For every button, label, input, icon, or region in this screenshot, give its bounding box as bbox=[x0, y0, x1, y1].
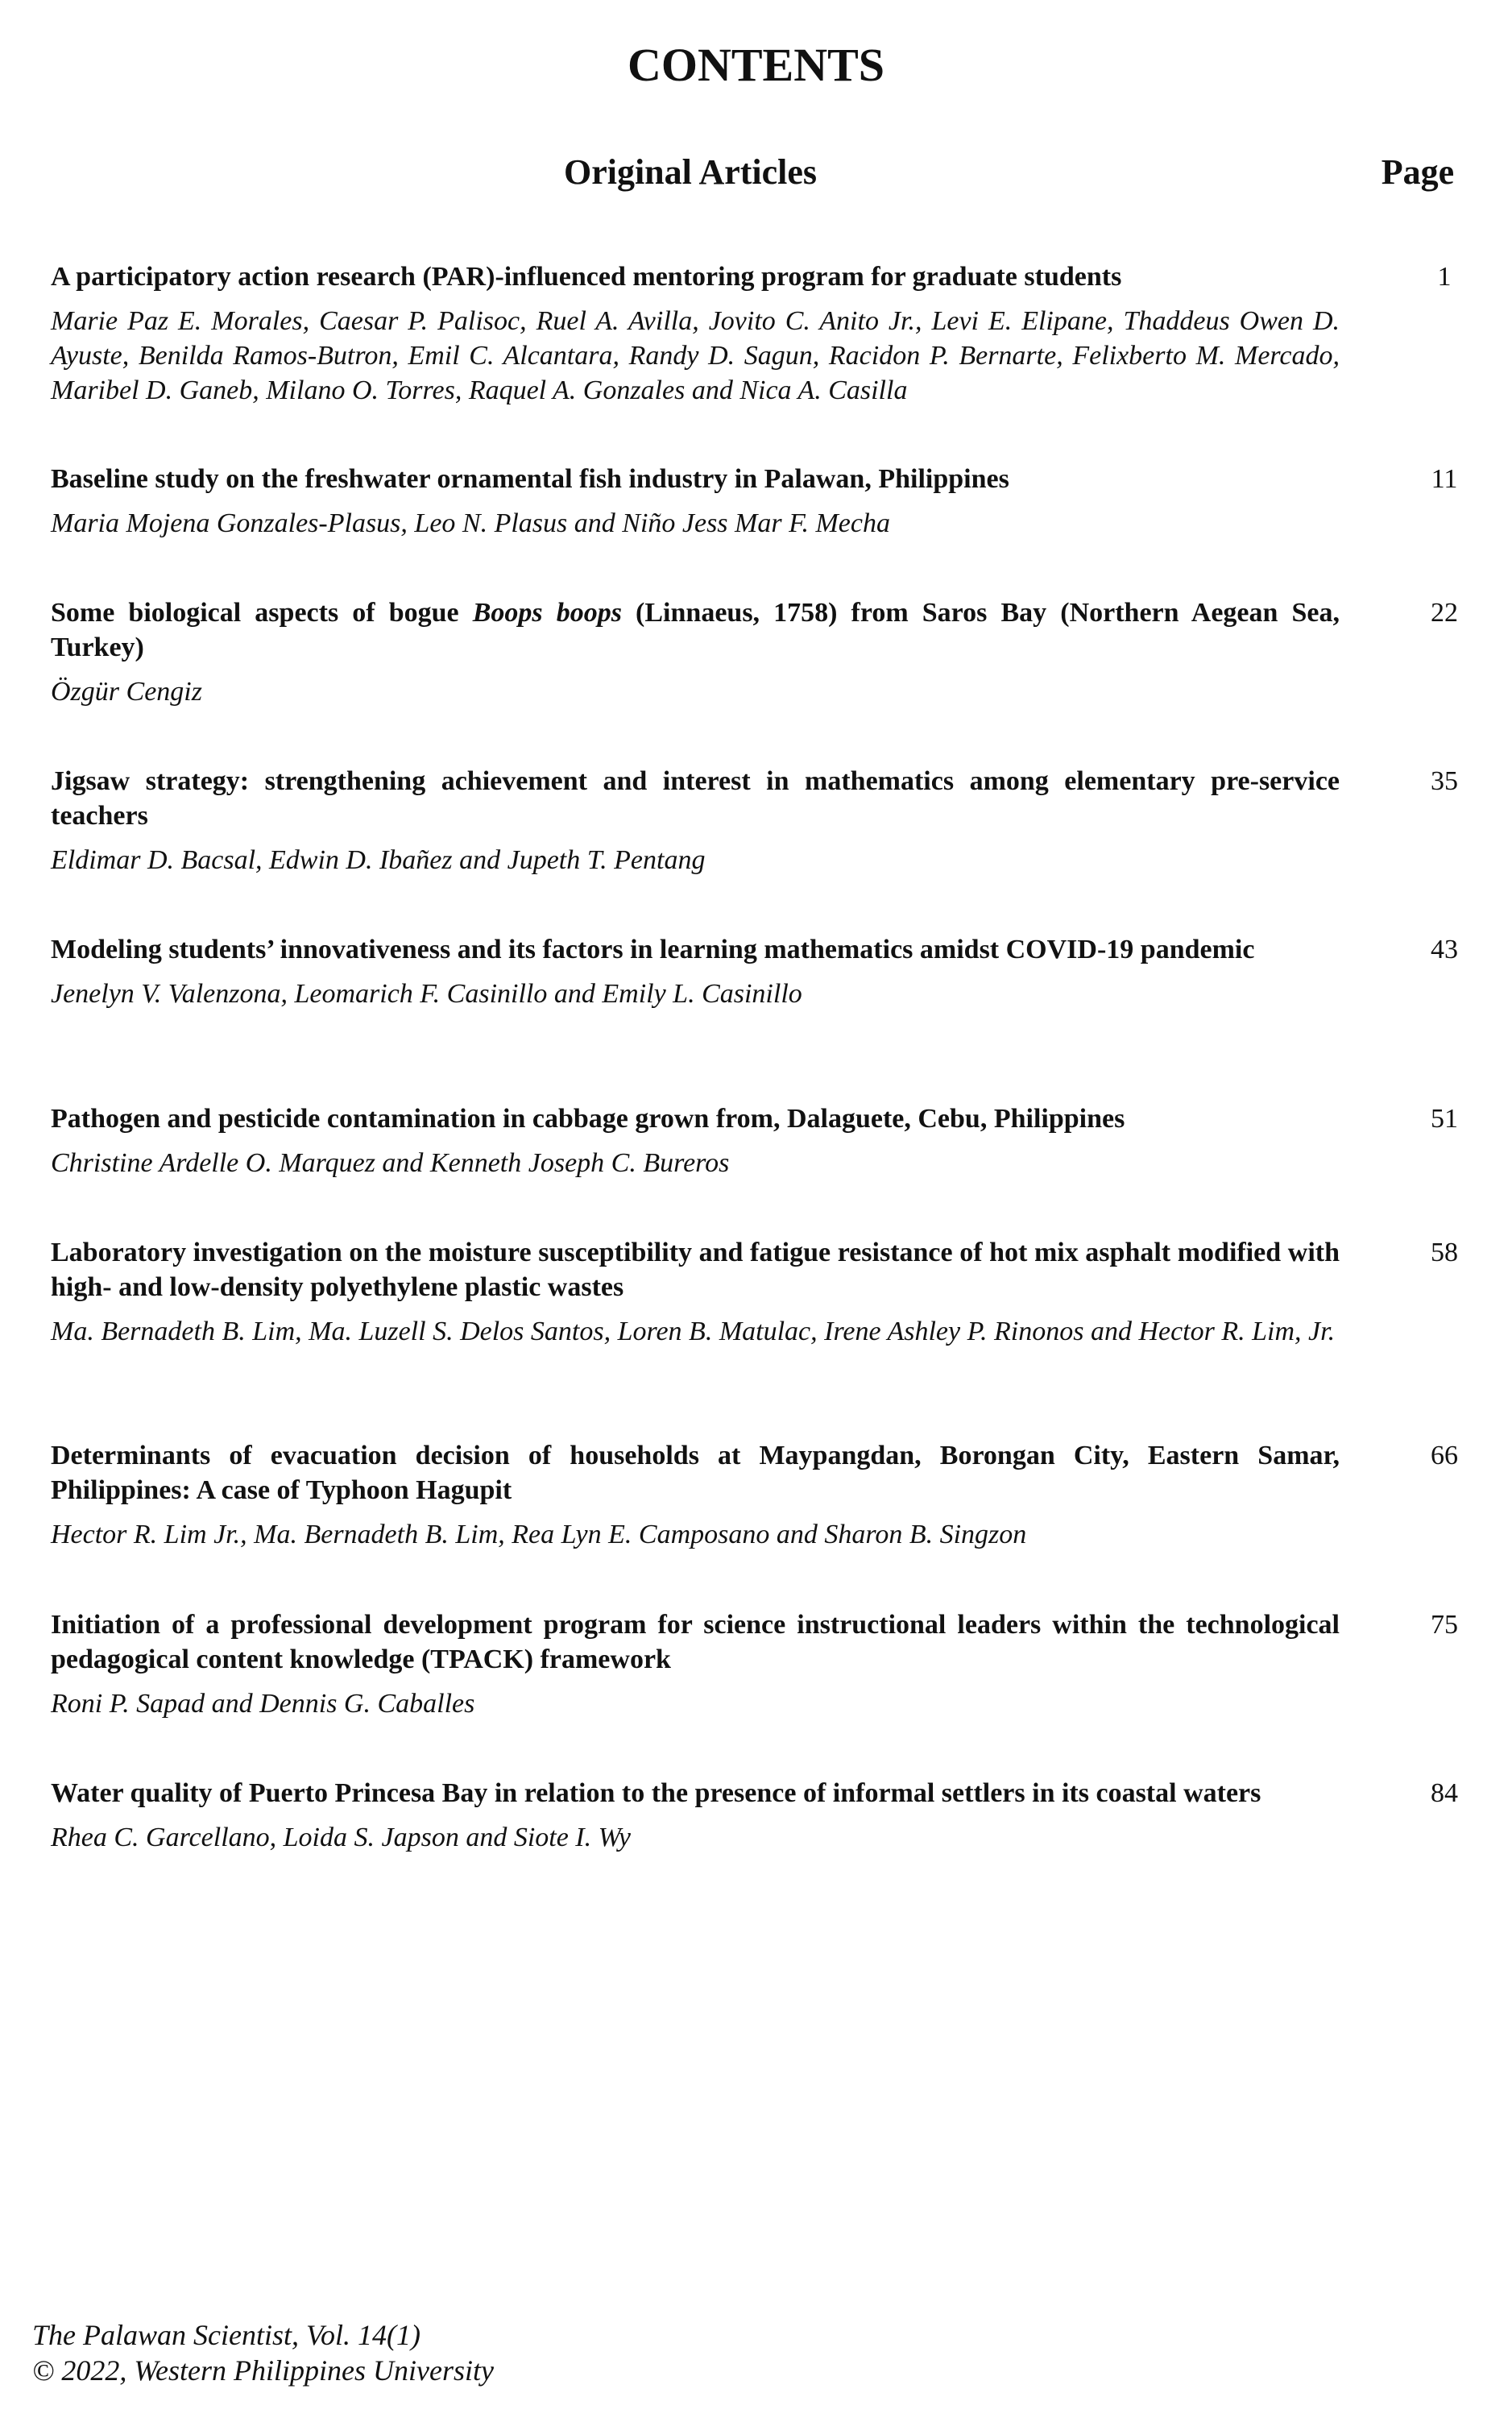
article-title-part: Some biological aspects of bogue bbox=[51, 598, 473, 628]
page-number: 51 bbox=[1431, 1104, 1458, 1134]
article-title[interactable]: Water quality of Puerto Princesa Bay in relation to the presence of informal settlers in its coastal waters bbox=[51, 1778, 1261, 1808]
page-number: 43 bbox=[1431, 935, 1458, 964]
article-authors: Jenelyn V. Valenzona, Leomarich F. Casinillo and Emily L. Casinillo bbox=[51, 979, 802, 1009]
species-name: Boops boops bbox=[472, 598, 622, 628]
article-authors: Marie Paz E. Morales, Caesar P. Palisoc, Ruel A. Avilla, Jovito C. Anito Jr., Levi E. Elipane, Thaddeus Owen D. Ayuste, Benilda Ramos-Butron, Emil C. Alcantara, Randy D. Sagun, Racidon P. Bernarte, Felixberto M. Mercado, Maribel D. Ganeb, Milano O. Torres, Raquel A. Gonzales and Nica A. Casilla bbox=[51, 306, 1340, 405]
article-authors: Eldimar D. Bacsal, Edwin D. Ibañez and Jupeth T. Pentang bbox=[51, 845, 706, 875]
article-authors: Christine Ardelle O. Marquez and Kenneth Joseph C. Bureros bbox=[51, 1148, 730, 1178]
article-authors: Hector R. Lim Jr., Ma. Bernadeth B. Lim, Rea Lyn E. Camposano and Sharon B. Singzon bbox=[51, 1520, 1027, 1549]
article-title[interactable]: Determinants of evacuation decision of households at Maypangdan, Borongan City, Eastern Samar, Philippines: A case of Typhoon Hagupit bbox=[51, 1441, 1340, 1505]
page-number: 66 bbox=[1431, 1441, 1458, 1470]
article-title[interactable]: Initiation of a professional development program for science instructional leaders within the technological pedagogical content knowledge (TPACK) framework bbox=[51, 1610, 1340, 1674]
article-title[interactable]: Pathogen and pesticide contamination in cabbage grown from, Dalaguete, Cebu, Philippines bbox=[51, 1104, 1125, 1134]
article-authors: Maria Mojena Gonzales-Plasus, Leo N. Plasus and Niño Jess Mar F. Mecha bbox=[51, 508, 890, 538]
page-number: 11 bbox=[1431, 464, 1458, 494]
page-number: 1 bbox=[1437, 262, 1452, 292]
copyright-notice: © 2022, Western Philippines University bbox=[32, 2354, 494, 2387]
toc-entry[interactable] bbox=[51, 595, 1456, 709]
page-number: 75 bbox=[1431, 1610, 1458, 1640]
article-title[interactable]: Modeling students’ innovativeness and its factors in learning mathematics amidst COVID-19 pandemic bbox=[51, 935, 1255, 964]
article-title[interactable]: A participatory action research (PAR)-influenced mentoring program for graduate students bbox=[51, 262, 1122, 292]
page-footer bbox=[32, 2317, 494, 2388]
article-authors: Ma. Bernadeth B. Lim, Ma. Luzell S. Delos Santos, Loren B. Matulac, Irene Ashley P. Rinonos and Hector R. Lim, Jr. bbox=[51, 1317, 1336, 1346]
article-title[interactable]: Laboratory investigation on the moisture susceptibility and fatigue resistance of hot mix asphalt modified with high- and low-density polyethylene plastic wastes bbox=[51, 1238, 1340, 1302]
toc-entry[interactable] bbox=[51, 1101, 1456, 1180]
article-authors: Özgür Cengiz bbox=[51, 677, 202, 707]
article-title[interactable] bbox=[51, 595, 1340, 665]
toc-entry[interactable] bbox=[51, 462, 1456, 541]
article-title[interactable]: Baseline study on the freshwater ornamental fish industry in Palawan, Philippines bbox=[51, 464, 1009, 494]
article-authors: Roni P. Sapad and Dennis G. Caballes bbox=[51, 1689, 475, 1719]
article-authors: Rhea C. Garcellano, Loida S. Japson and Siote I. Wy bbox=[51, 1823, 631, 1852]
toc-entry[interactable] bbox=[51, 932, 1456, 1011]
toc-entry[interactable] bbox=[51, 764, 1456, 877]
toc-entry[interactable] bbox=[51, 1235, 1456, 1349]
page-number: 84 bbox=[1431, 1778, 1458, 1808]
page-number: 22 bbox=[1431, 598, 1458, 628]
toc-entry[interactable] bbox=[51, 1438, 1456, 1552]
article-title[interactable]: Jigsaw strategy: strengthening achievement and interest in mathematics among elementary pre-service teachers bbox=[51, 766, 1340, 831]
page-title: CONTENTS bbox=[627, 39, 885, 91]
toc-entry[interactable] bbox=[51, 1607, 1456, 1721]
page-number: 58 bbox=[1431, 1238, 1458, 1267]
toc-entry[interactable] bbox=[51, 259, 1456, 408]
article-title-part: (Linnaeus, 1758) from Saros Bay (Northern Aegean Sea, Turkey) bbox=[51, 598, 1340, 662]
page-column-heading: Page bbox=[1381, 152, 1455, 192]
toc-entry[interactable] bbox=[51, 1776, 1456, 1855]
section-heading: Original Articles bbox=[563, 152, 818, 192]
journal-citation: The Palawan Scientist, Vol. 14(1) bbox=[32, 2319, 420, 2351]
page-number: 35 bbox=[1431, 766, 1458, 796]
